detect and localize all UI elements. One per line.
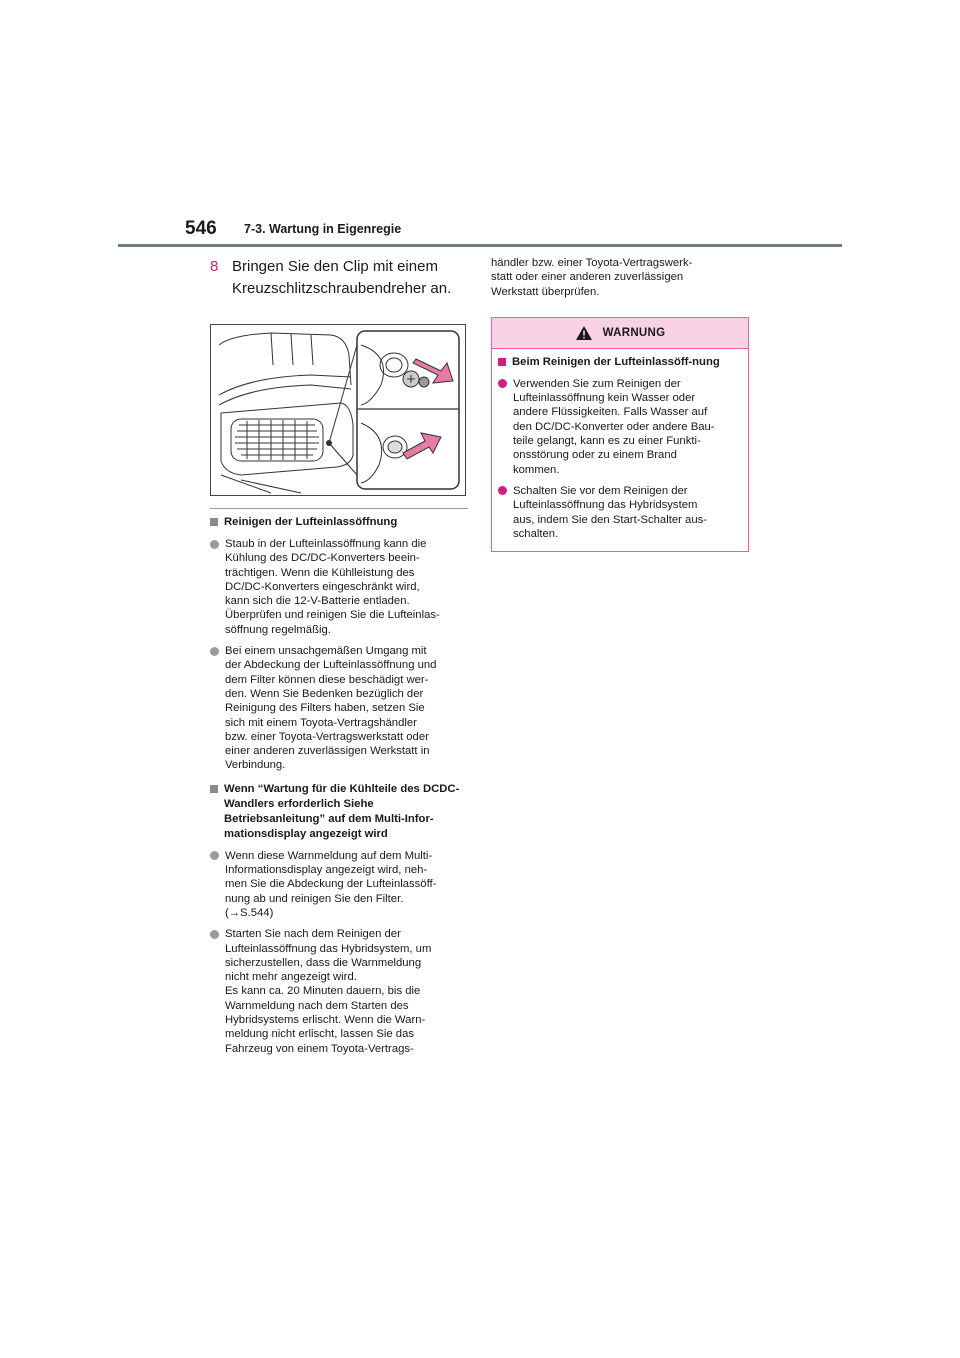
circle-bullet-icon <box>210 647 219 656</box>
list-item-text: Staub in der Lufteinlassöffnung kann die Kühlung des DC/DC-Konverters beein- trächtigen. Wenn die Kühlleistung des DC/DC-Konverters eingeschränkt wird, kann sich die 12-V-Batterie entladen. Überprüfen und reinigen Sie die Lufteinlas- söffnung regelmäßig. <box>225 538 440 636</box>
continuation-text: händler bzw. einer Toyota-Vertragswerk- statt oder einer anderen zuverlässigen Werkstatt überprüfen. <box>491 257 693 298</box>
section-title: 7-3. Wartung in Eigenregie <box>244 222 402 236</box>
circle-bullet-icon <box>498 379 507 388</box>
list-item <box>210 927 468 1056</box>
header-divider <box>118 244 842 247</box>
heading-maintenance-message <box>210 782 468 842</box>
list-item-text: Bei einem unsachgemäßen Umgang mit der Abdeckung der Lufteinlassöffnung und dem Filter können diese beschädigt wer- den. Wenn Sie Bedenken bezüglich der Reinigung des Filters haben, setzen Sie sich mit einem Toyota-Vertragshändler bzw. einer Toyota-Vertragswerkstatt oder einer anderen zuverlässigen Werkstatt in Verbindung. <box>225 645 437 772</box>
circle-bullet-icon <box>210 540 219 549</box>
list-item <box>498 484 742 541</box>
warning-body <box>492 349 748 551</box>
right-column <box>491 256 751 552</box>
circle-bullet-icon <box>210 930 219 939</box>
page-number: 546 <box>185 218 217 239</box>
heading-air-intake-cleaning <box>210 515 468 530</box>
list-item-text: Wenn diese Warnmeldung auf dem Multi- Informationsdisplay angezeigt wird, neh- men Sie die Abdeckung der Lufteinlassöff- nung ab und reinigen Sie den Filter. (→S.544) <box>225 849 437 919</box>
left-column <box>210 256 468 1056</box>
list-item <box>210 644 468 773</box>
step-number: 8 <box>210 258 219 275</box>
step-text: Bringen Sie den Clip mit einem Kreuzschlitzschraubendreher an. <box>232 258 452 297</box>
warning-triangle-icon <box>575 325 593 341</box>
list-item <box>210 537 468 637</box>
list-item-text: Starten Sie nach dem Reinigen der Lufteinlassöffnung das Hybridsystem, um sicherzustellen, dass die Warnmeldung nicht mehr angezeigt wird. Es kann ca. 20 Minuten dauern, bis die Warnmeldung nach dem Starten des Hybridsystems erlischt. Wenn die Warn- meldung nicht erlischt, lassen Sie das Fahrzeug von einem Toyota-Vertrags- <box>225 928 432 1055</box>
square-bullet-icon <box>210 785 218 793</box>
warning-header <box>492 318 748 349</box>
circle-bullet-icon <box>210 851 219 860</box>
heading-text: Beim Reinigen der Lufteinlassöff-nung <box>512 355 720 368</box>
list-item <box>498 377 742 477</box>
warning-title: WARNUNG <box>602 326 666 339</box>
square-bullet-icon <box>498 358 506 366</box>
illustration-drawing <box>211 325 465 495</box>
list-item-text: Schalten Sie vor dem Reinigen der Lufteinlassöffnung das Hybridsystem aus, indem Sie den Start-Schalter aus- schalten. <box>513 484 708 540</box>
step-8 <box>210 256 468 300</box>
circle-bullet-icon <box>498 486 507 495</box>
warning-heading <box>498 355 742 370</box>
list-item <box>210 849 468 920</box>
square-bullet-icon <box>210 518 218 526</box>
heading-text: Reinigen der Lufteinlassöffnung <box>224 516 398 528</box>
section-divider <box>210 508 468 509</box>
clip-installation-illustration <box>210 324 466 496</box>
list-item-text: Verwenden Sie zum Reinigen der Lufteinlassöffnung kein Wasser oder andere Flüssigkeiten. Falls Wasser auf den DC/DC-Konverter oder andere Bau- teile gelangt, kann es zu einer Funkti- onsstörung oder zu einem Brand kommen. <box>513 377 715 476</box>
warning-box <box>491 317 749 552</box>
heading-text: Wenn “Wartung für die Kühlteile des DCDC-Wandlers erforderlich Siehe Betriebsanleitung” auf dem Multi-Infor-mationsdisplay angezeigt wird <box>224 782 460 840</box>
